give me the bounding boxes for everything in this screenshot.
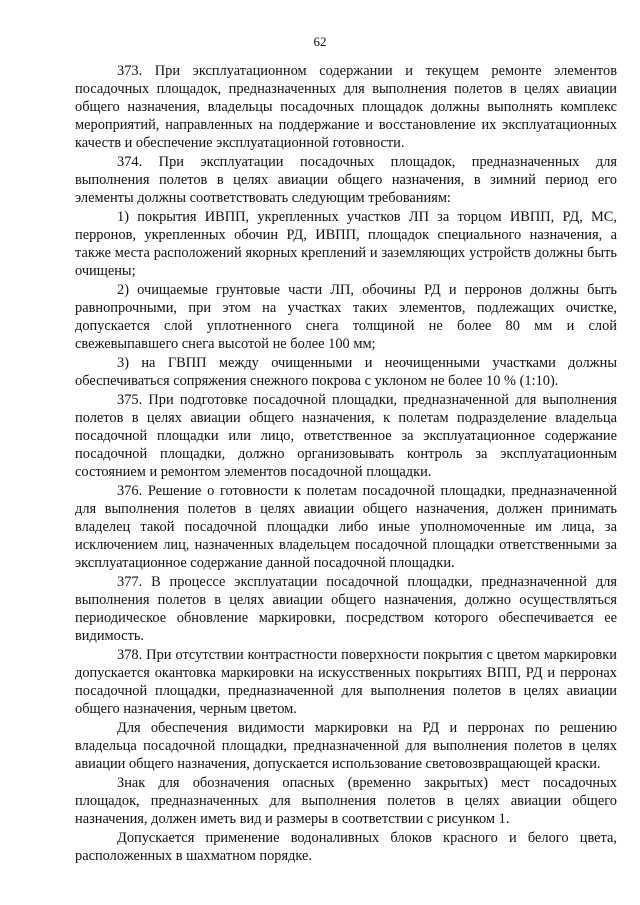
paragraph-374: 374. При эксплуатации посадочных площадок, предназначенных для выполнения полетов в целях авиации общего назначения, в зимний период его элементы должны соответствовать следующим требованиям:: [75, 154, 617, 206]
document-body: [75, 62, 617, 866]
paragraph-373: 373. При эксплуатационном содержании и текущем ремонте элементов посадочных площадок, предназначенных для выполнения полетов в целях авиации общего назначения, владельцы посадочных площадок должны выполнять комплекс мероприятий, направленных на поддержание и восстановление их эксплуатационных качеств и обеспечение эксплуатационной готовности.: [75, 63, 617, 151]
paragraph-378-water-blocks: Допускается применение водоналивных блоков красного и белого цвета, расположенных в шахматном порядке.: [75, 830, 617, 864]
paragraph-378-hazard-sign: Знак для обозначения опасных (временно закрытых) мест посадочных площадок, предназначенных для выполнения полетов в целях авиации общего назначения, должен иметь вид и размеры в соответствии с рисунком 1.: [75, 775, 617, 827]
paragraph-378: 378. При отсутствии контрастности поверхности покрытия с цветом маркировки допускается окантовка маркировки на искусственных покрытиях ВПП, РД и перронах посадочной площадки, предназначенной для выполнения полетов в целях авиации общего назначения, черным цветом.: [75, 647, 617, 717]
paragraph-376: 376. Решение о готовности к полетам посадочной площадки, предназначенной для выполнения полетов в целях авиации общего назначения, должен принимать владелец такой посадочной площадки либо иные уполномоченные им лица, за исключением лиц, назначенных владельцем посадочной площадки ответственными за эксплуатационное содержание данной посадочной площадки.: [75, 483, 617, 571]
paragraph-374-item-1: 1) покрытия ИВПП, укрепленных участков ЛП за торцом ИВПП, РД, МС, перронов, укрепленных обочин РД, ИВПП, площадок специального назначения, а также места расположений якорных креплений и заземляющих устройств должны быть очищены;: [75, 209, 617, 279]
paragraph-378-visibility: Для обеспечения видимости маркировки на РД и перронах по решению владельца посадочной площадки, предназначенной для выполнения полетов в целях авиации общего назначения, допускается использование световозвращающей краски.: [75, 720, 617, 772]
paragraph-375: 375. При подготовке посадочной площадки, предназначенной для выполнения полетов в целях авиации общего назначения, к полетам подразделение владельца посадочной площадки или лицо, ответственное за эксплуатационное содержание посадочной площадки, должно организовывать контроль за эксплуатационным состоянием и ремонтом элементов посадочной площадки.: [75, 392, 617, 480]
paragraph-377: 377. В процессе эксплуатации посадочной площадки, предназначенной для выполнения полетов в целях авиации общего назначения, должно осуществляться периодическое обновление маркировки, посредством которого обеспечивается ее видимость.: [75, 574, 617, 644]
paragraph-374-item-3: 3) на ГВПП между очищенными и неочищенными участками должны обеспечиваться сопряжения снежного покрова с уклоном не более 10 % (1:10).: [75, 355, 617, 389]
page-number: 62: [313, 34, 327, 49]
paragraph-374-item-2: 2) очищаемые грунтовые части ЛП, обочины РД и перронов должны быть равнопрочными, при этом на участках таких элементов, подлежащих очистке, допускается слой уплотненного снега толщиной не более 80 мм и слой свежевыпавшего снега высотой не более 100 мм;: [75, 282, 617, 352]
